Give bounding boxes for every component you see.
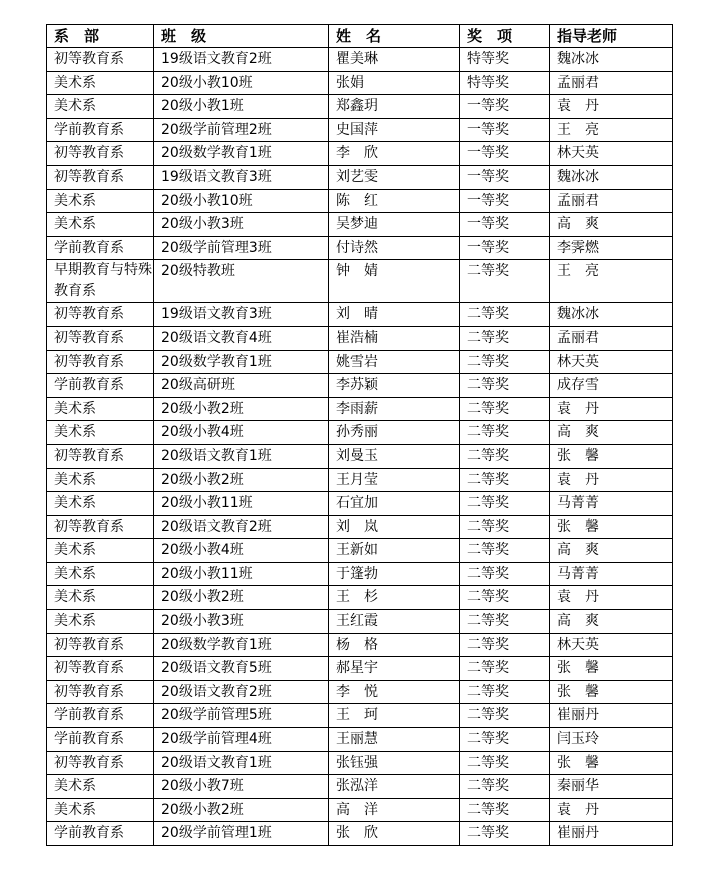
cell-department: 美术系 bbox=[47, 213, 154, 237]
table-row bbox=[47, 236, 673, 260]
cell-class: 20级语文教育1班 bbox=[154, 751, 329, 775]
header-name: 姓 名 bbox=[329, 25, 460, 48]
cell-award: 一等奖 bbox=[460, 189, 550, 213]
cell-department: 初等教育系 bbox=[47, 48, 154, 72]
cell-department: 美术系 bbox=[47, 468, 154, 492]
table-row bbox=[47, 492, 673, 516]
cell-award: 二等奖 bbox=[460, 728, 550, 752]
cell-advisor: 高 爽 bbox=[550, 213, 673, 237]
cell-award: 二等奖 bbox=[460, 586, 550, 610]
cell-student-name: 刘 岚 bbox=[329, 515, 460, 539]
cell-student-name: 王丽慧 bbox=[329, 728, 460, 752]
cell-student-name: 张娟 bbox=[329, 71, 460, 95]
cell-class: 20级小教2班 bbox=[154, 586, 329, 610]
cell-award: 一等奖 bbox=[460, 236, 550, 260]
cell-department: 美术系 bbox=[47, 798, 154, 822]
cell-student-name: 王 杉 bbox=[329, 586, 460, 610]
cell-student-name: 刘 晴 bbox=[329, 303, 460, 327]
cell-department: 美术系 bbox=[47, 539, 154, 563]
cell-class: 20级小教11班 bbox=[154, 492, 329, 516]
cell-department: 学前教育系 bbox=[47, 118, 154, 142]
cell-award: 二等奖 bbox=[460, 421, 550, 445]
cell-department: 学前教育系 bbox=[47, 236, 154, 260]
cell-class: 20级小教2班 bbox=[154, 397, 329, 421]
cell-student-name: 石宜加 bbox=[329, 492, 460, 516]
cell-student-name: 崔浩楠 bbox=[329, 326, 460, 350]
table-row bbox=[47, 515, 673, 539]
table-row bbox=[47, 326, 673, 350]
cell-class: 20级学前管理3班 bbox=[154, 236, 329, 260]
header-award: 奖 项 bbox=[460, 25, 550, 48]
cell-award: 二等奖 bbox=[460, 657, 550, 681]
cell-class: 20级小教7班 bbox=[154, 775, 329, 799]
cell-award: 二等奖 bbox=[460, 751, 550, 775]
cell-department: 美术系 bbox=[47, 95, 154, 119]
cell-student-name: 刘艺雯 bbox=[329, 165, 460, 189]
table-row bbox=[47, 610, 673, 634]
cell-class: 20级小教11班 bbox=[154, 562, 329, 586]
cell-department: 初等教育系 bbox=[47, 165, 154, 189]
cell-class: 20级数学教育1班 bbox=[154, 142, 329, 166]
cell-class: 20级学前管理2班 bbox=[154, 118, 329, 142]
cell-advisor: 王 亮 bbox=[550, 260, 673, 303]
cell-department: 美术系 bbox=[47, 610, 154, 634]
cell-department: 美术系 bbox=[47, 397, 154, 421]
cell-advisor: 袁 丹 bbox=[550, 468, 673, 492]
table-row bbox=[47, 586, 673, 610]
cell-award: 一等奖 bbox=[460, 118, 550, 142]
cell-award: 一等奖 bbox=[460, 95, 550, 119]
cell-award: 二等奖 bbox=[460, 468, 550, 492]
cell-award: 二等奖 bbox=[460, 610, 550, 634]
cell-department: 初等教育系 bbox=[47, 142, 154, 166]
cell-class: 19级语文教育2班 bbox=[154, 48, 329, 72]
cell-student-name: 李 悦 bbox=[329, 680, 460, 704]
table-row bbox=[47, 728, 673, 752]
cell-department: 学前教育系 bbox=[47, 728, 154, 752]
cell-advisor: 张 馨 bbox=[550, 515, 673, 539]
table-row bbox=[47, 704, 673, 728]
table-row bbox=[47, 303, 673, 327]
cell-award: 一等奖 bbox=[460, 165, 550, 189]
cell-class: 20级数学教育1班 bbox=[154, 350, 329, 374]
cell-advisor: 高 爽 bbox=[550, 421, 673, 445]
cell-class: 20级学前管理4班 bbox=[154, 728, 329, 752]
cell-advisor: 孟丽君 bbox=[550, 326, 673, 350]
table-row bbox=[47, 142, 673, 166]
table-row bbox=[47, 260, 673, 303]
table-row bbox=[47, 165, 673, 189]
cell-advisor: 林天英 bbox=[550, 633, 673, 657]
cell-award: 一等奖 bbox=[460, 213, 550, 237]
table-row bbox=[47, 657, 673, 681]
cell-advisor: 魏冰冰 bbox=[550, 48, 673, 72]
cell-class: 19级语文教育3班 bbox=[154, 165, 329, 189]
cell-advisor: 魏冰冰 bbox=[550, 165, 673, 189]
cell-student-name: 王新如 bbox=[329, 539, 460, 563]
cell-department: 初等教育系 bbox=[47, 515, 154, 539]
cell-class: 20级小教4班 bbox=[154, 539, 329, 563]
cell-class: 20级语文教育2班 bbox=[154, 680, 329, 704]
cell-student-name: 张 欣 bbox=[329, 822, 460, 846]
table-row bbox=[47, 350, 673, 374]
cell-advisor: 王 亮 bbox=[550, 118, 673, 142]
cell-advisor: 张 馨 bbox=[550, 657, 673, 681]
cell-advisor: 孟丽君 bbox=[550, 71, 673, 95]
table-row bbox=[47, 71, 673, 95]
cell-award: 二等奖 bbox=[460, 704, 550, 728]
table-row bbox=[47, 118, 673, 142]
cell-student-name: 王红霞 bbox=[329, 610, 460, 634]
cell-department: 初等教育系 bbox=[47, 326, 154, 350]
cell-advisor: 高 爽 bbox=[550, 610, 673, 634]
cell-award: 二等奖 bbox=[460, 260, 550, 303]
cell-class: 20级小教3班 bbox=[154, 610, 329, 634]
table-row bbox=[47, 751, 673, 775]
cell-advisor: 魏冰冰 bbox=[550, 303, 673, 327]
cell-class: 20级小教2班 bbox=[154, 798, 329, 822]
cell-award: 二等奖 bbox=[460, 492, 550, 516]
cell-class: 20级小教2班 bbox=[154, 468, 329, 492]
cell-student-name: 于篷勃 bbox=[329, 562, 460, 586]
cell-department: 学前教育系 bbox=[47, 822, 154, 846]
table-row bbox=[47, 189, 673, 213]
cell-student-name: 史国萍 bbox=[329, 118, 460, 142]
cell-student-name: 郑鑫玥 bbox=[329, 95, 460, 119]
cell-award: 二等奖 bbox=[460, 326, 550, 350]
cell-award: 二等奖 bbox=[460, 303, 550, 327]
table-row bbox=[47, 421, 673, 445]
cell-department: 初等教育系 bbox=[47, 350, 154, 374]
cell-advisor: 袁 丹 bbox=[550, 798, 673, 822]
cell-department: 美术系 bbox=[47, 71, 154, 95]
cell-class: 20级语文教育2班 bbox=[154, 515, 329, 539]
cell-department: 初等教育系 bbox=[47, 444, 154, 468]
table-row bbox=[47, 444, 673, 468]
header-class: 班 级 bbox=[154, 25, 329, 48]
cell-award: 二等奖 bbox=[460, 798, 550, 822]
cell-class: 20级特教班 bbox=[154, 260, 329, 303]
cell-advisor: 张 馨 bbox=[550, 444, 673, 468]
cell-student-name: 张泓洋 bbox=[329, 775, 460, 799]
cell-student-name: 钟 婧 bbox=[329, 260, 460, 303]
cell-class: 20级小教10班 bbox=[154, 71, 329, 95]
cell-award: 一等奖 bbox=[460, 142, 550, 166]
cell-advisor: 张 馨 bbox=[550, 751, 673, 775]
cell-student-name: 杨 格 bbox=[329, 633, 460, 657]
cell-student-name: 王 珂 bbox=[329, 704, 460, 728]
cell-award: 二等奖 bbox=[460, 539, 550, 563]
cell-student-name: 高 洋 bbox=[329, 798, 460, 822]
cell-department: 学前教育系 bbox=[47, 374, 154, 398]
header-advisor: 指导老师 bbox=[550, 25, 673, 48]
cell-department: 初等教育系 bbox=[47, 303, 154, 327]
cell-advisor: 高 爽 bbox=[550, 539, 673, 563]
table-row bbox=[47, 374, 673, 398]
table-row bbox=[47, 775, 673, 799]
table-row bbox=[47, 539, 673, 563]
cell-department: 美术系 bbox=[47, 562, 154, 586]
cell-advisor: 李霁燃 bbox=[550, 236, 673, 260]
cell-advisor: 成存雪 bbox=[550, 374, 673, 398]
cell-class: 20级语文教育1班 bbox=[154, 444, 329, 468]
cell-department: 初等教育系 bbox=[47, 633, 154, 657]
table-row bbox=[47, 822, 673, 846]
table-row bbox=[47, 48, 673, 72]
cell-student-name: 张钰强 bbox=[329, 751, 460, 775]
cell-class: 20级学前管理5班 bbox=[154, 704, 329, 728]
cell-class: 20级高研班 bbox=[154, 374, 329, 398]
cell-advisor: 崔丽丹 bbox=[550, 704, 673, 728]
cell-class: 20级数学教育1班 bbox=[154, 633, 329, 657]
table-row bbox=[47, 95, 673, 119]
cell-class: 20级语文教育5班 bbox=[154, 657, 329, 681]
cell-advisor: 闫玉玲 bbox=[550, 728, 673, 752]
cell-department: 学前教育系 bbox=[47, 704, 154, 728]
header-department: 系 部 bbox=[47, 25, 154, 48]
cell-award: 二等奖 bbox=[460, 822, 550, 846]
cell-award: 二等奖 bbox=[460, 515, 550, 539]
cell-student-name: 陈 红 bbox=[329, 189, 460, 213]
cell-advisor: 马菁菁 bbox=[550, 562, 673, 586]
cell-award: 特等奖 bbox=[460, 71, 550, 95]
cell-award: 二等奖 bbox=[460, 680, 550, 704]
cell-advisor: 林天英 bbox=[550, 350, 673, 374]
cell-class: 20级小教3班 bbox=[154, 213, 329, 237]
cell-department: 美术系 bbox=[47, 421, 154, 445]
cell-student-name: 瞿美琳 bbox=[329, 48, 460, 72]
cell-award: 二等奖 bbox=[460, 633, 550, 657]
cell-award: 二等奖 bbox=[460, 775, 550, 799]
table-row bbox=[47, 680, 673, 704]
cell-class: 19级语文教育3班 bbox=[154, 303, 329, 327]
cell-advisor: 孟丽君 bbox=[550, 189, 673, 213]
cell-student-name: 孙秀丽 bbox=[329, 421, 460, 445]
award-table-container bbox=[46, 24, 672, 846]
cell-award: 二等奖 bbox=[460, 562, 550, 586]
cell-student-name: 吴梦迪 bbox=[329, 213, 460, 237]
cell-student-name: 李 欣 bbox=[329, 142, 460, 166]
cell-advisor: 袁 丹 bbox=[550, 586, 673, 610]
cell-department: 初等教育系 bbox=[47, 751, 154, 775]
cell-advisor: 袁 丹 bbox=[550, 397, 673, 421]
table-row bbox=[47, 213, 673, 237]
cell-advisor: 秦丽华 bbox=[550, 775, 673, 799]
cell-class: 20级学前管理1班 bbox=[154, 822, 329, 846]
cell-advisor: 袁 丹 bbox=[550, 95, 673, 119]
cell-student-name: 郝星宇 bbox=[329, 657, 460, 681]
cell-department: 初等教育系 bbox=[47, 680, 154, 704]
cell-class: 20级小教1班 bbox=[154, 95, 329, 119]
award-table bbox=[46, 24, 673, 846]
cell-class: 20级小教4班 bbox=[154, 421, 329, 445]
cell-department: 早期教育与特殊教育系 bbox=[47, 260, 154, 303]
cell-student-name: 王月莹 bbox=[329, 468, 460, 492]
table-row bbox=[47, 468, 673, 492]
cell-advisor: 张 馨 bbox=[550, 680, 673, 704]
cell-student-name: 李雨薪 bbox=[329, 397, 460, 421]
cell-student-name: 付诗然 bbox=[329, 236, 460, 260]
table-row bbox=[47, 633, 673, 657]
cell-award: 二等奖 bbox=[460, 397, 550, 421]
cell-advisor: 马菁菁 bbox=[550, 492, 673, 516]
table-header bbox=[47, 25, 673, 48]
cell-department: 美术系 bbox=[47, 586, 154, 610]
cell-advisor: 林天英 bbox=[550, 142, 673, 166]
cell-advisor: 崔丽丹 bbox=[550, 822, 673, 846]
cell-class: 20级小教10班 bbox=[154, 189, 329, 213]
table-row bbox=[47, 397, 673, 421]
cell-award: 二等奖 bbox=[460, 350, 550, 374]
table-row bbox=[47, 562, 673, 586]
cell-student-name: 刘曼玉 bbox=[329, 444, 460, 468]
header-row bbox=[47, 25, 673, 48]
cell-department: 美术系 bbox=[47, 775, 154, 799]
cell-award: 二等奖 bbox=[460, 444, 550, 468]
cell-award: 二等奖 bbox=[460, 374, 550, 398]
cell-department: 美术系 bbox=[47, 189, 154, 213]
cell-student-name: 李苏颖 bbox=[329, 374, 460, 398]
cell-award: 特等奖 bbox=[460, 48, 550, 72]
table-body bbox=[47, 48, 673, 846]
cell-class: 20级语文教育4班 bbox=[154, 326, 329, 350]
cell-department: 初等教育系 bbox=[47, 657, 154, 681]
cell-department: 美术系 bbox=[47, 492, 154, 516]
cell-student-name: 姚雪岩 bbox=[329, 350, 460, 374]
table-row bbox=[47, 798, 673, 822]
